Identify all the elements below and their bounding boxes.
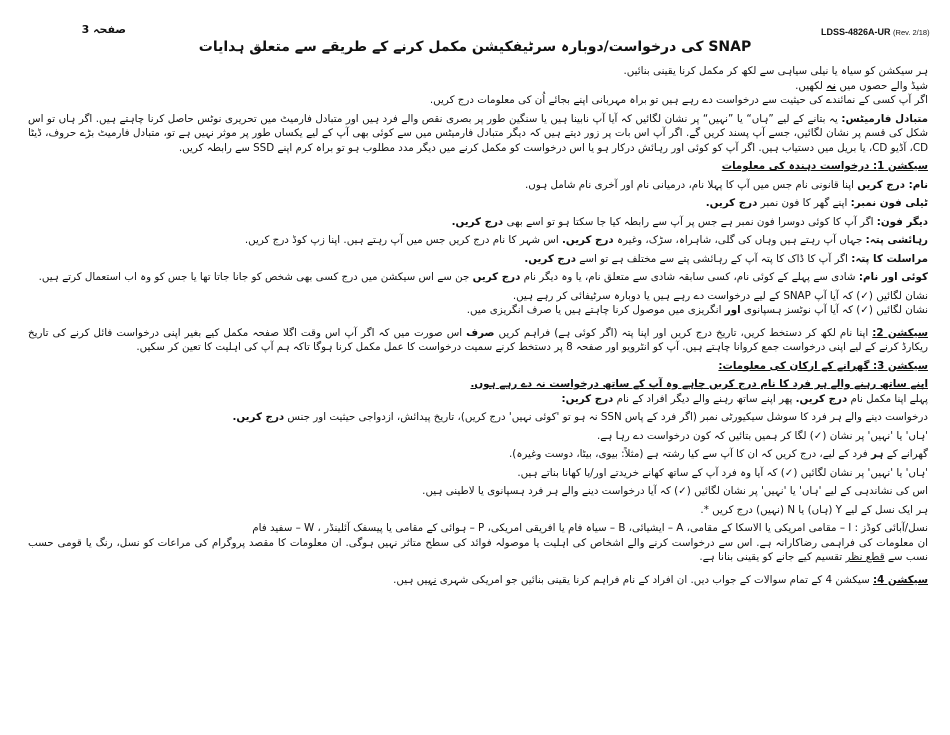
phone-instruction: ٹیلی فون نمبر: اپنے گھر کا فون نمبر درج کریں. bbox=[705, 197, 928, 209]
alt-formats-paragraph: متبادل فارمیٹس: یہ بتانے کے لیے ”ہاں“ یا ”نہیں“ پر نشان لگائیں کہ آیا آپ نابینا ہیں یا سنگین طور پر بصری نقص والے فرد ہیں اور متبادل فارمیٹ میں تحریری نوٹس حاصل کرنا چاہتے ہیں. اگر ہاں تو اس شکل کی قسم پر نشان لگائیں، جسے آپ پسند کریں گے. اگر آپ اس بات پر زور دیتے ہیں کہ دیگر متبادل فارمیٹس میں سے کوئی بھی آپ کے لیے یکساں طور پر موثر نہیں ہے تو، متبادل فارمیٹ بڑے حروف، ڈیٹا CD، آڈیو CD، یا بریل میں دستیاب ہیں. اگر آپ کو کوئی اور رہائش درکار ہو یا اس درخواست کو مکمل کرنے میں دیگر مدد مطلوب ہو تو براہ کرم اپنے SSD سے رابطہ کریں. bbox=[28, 112, 929, 154]
form-revision: (Rev. 2/18) bbox=[893, 28, 930, 37]
other-names-instruction: کوئی اور نام: شادی سے پہلے کے کوئی نام، کسی سابقہ شادی سے متعلق نام، یا وہ دیگر نام درج کریں جن سے اس سیکشن میں درج کسی بھی شخص کو جانا جاتا تھا یا جس کو وہ اب استعمال کرتے ہیں. bbox=[38, 271, 928, 283]
name-instruction: نام: درج کریں اپنا قانونی نام جس میں آپ کا پہلا نام، درمیانی نام اور آخری نام شامل ہوں. bbox=[525, 178, 928, 191]
section3-race-codes: نسل/آبائی کوڈز : I – مقامی امریکی یا الاسکا کے مقامی، A – ایشیائی، B – سیاہ فام یا افریقی امریکی، P – ہوائی کے مقامی یا پیسفک آئلینڈر ، W – سفید فام bbox=[252, 522, 928, 534]
address-instruction: رہائشی پتہ: جہاں آپ رہتے ہیں وہاں کی گلی، شاہراہ، سڑک، وغیرہ درج کریں. اس شہر کا نام درج کریں جس میں آپ رہتے ہیں. اپنا زپ کوڈ درج کریں. bbox=[244, 234, 928, 246]
section3-hispanic: اس کی نشاندہی کے لیے 'ہاں' یا 'نہیں' پر نشان لگائیں (✓) کہ آیا درخواست دینے والے ہر فرد ہسپانوی یا لاطینی ہیں. bbox=[422, 485, 928, 497]
page-number bbox=[82, 22, 126, 38]
other-phone-instruction: دیگر فون: اگر آپ کا کوئی دوسرا فون نمبر ہے جس پر آپ سے رابطہ کیا جا سکتا ہو تو اسے بھی درج کریں. bbox=[451, 215, 928, 228]
page-title: SNAP کی درخواست/دوبارہ سرٹیفکیشن مکمل کرنے کے طریقے سے متعلق ہدایات bbox=[198, 39, 752, 55]
form-id bbox=[821, 26, 930, 39]
section1-heading: سیکشن 1: درخواست دہندہ کی معلومات bbox=[721, 160, 928, 172]
section3-subheading: اپنے ساتھ رہنے والے ہر فرد کا نام درج کریں چاہے وہ آپ کے ساتھ درخواست نہ دے رہے ہوں. bbox=[470, 378, 928, 390]
page-number-value: 3 bbox=[81, 23, 90, 36]
section3-first-name: پہلے اپنا مکمل نام درج کریں. پھر اپنے ساتھ رہنے والے دیگر افراد کے نام درج کریں: bbox=[561, 392, 928, 405]
check-notice-language: نشان لگائیں (✓) کہ آیا آپ نوٹسز ہسپانوی اور انگریزی میں موصول کرنا چاہتے ہیں یا صرف انگریزی میں. bbox=[466, 304, 928, 316]
page-label: صفحہ bbox=[93, 23, 126, 36]
section3-buy-cook: 'ہاں' یا 'نہیں' پر نشان لگائیں (✓) کہ آیا وہ فرد آپ کے ساتھ کھانے خریدتے اور/یا کھانا بناتے ہیں. bbox=[517, 466, 928, 479]
section4-paragraph: سیکشن 4: سیکشن 4 کے تمام سوالات کے جواب دیں. ان افراد کے نام فراہم کرنا یقینی بنائیں جو امریکی شہری نہیں ہیں. bbox=[393, 573, 928, 586]
general-line-1: ہر سیکشن کو سیاہ یا نیلی سیاہی سے لکھ کر مکمل کرنا یقینی بنائیں. bbox=[623, 65, 928, 77]
section2-paragraph: سیکشن 2: اپنا نام لکھ کر دستخط کریں، تاریخ درج کریں اور اپنا پتہ (اگر کوئی ہے) فراہم کریں صرف اس صورت میں کہ اگر آپ اس وقت اگلا صفحہ مکمل کیے بغیر اپنی درخواست فائل کرنے کی تاریخ ریکارڈ کرنے کے لیے اپنی درخواست جمع کروانا چاہتے ہیں. آپ کو انٹرویو اور صفحہ 8 پر دستخط کرنے سمیت درخواست کا عمل مکمل کرنا ہوگا تاکہ ہم آپ کی اہلیت کا تعین کر سکیں. bbox=[28, 326, 928, 353]
instructions-body bbox=[28, 64, 928, 587]
mailing-instruction: مراسلت کا پتہ: اگر آپ کا ڈاک کا پتہ آپ کے رہائشی پتے سے مختلف ہے تو اسے درج کریں. bbox=[524, 252, 928, 265]
section3-ssn: درخواست دینے والے ہر فرد کا سوشل سیکیورٹی نمبر (اگر فرد کے پاس SSN نہ ہو تو 'کوئی نہیں' درج کریں)، تاریخ پیدائش، ازدواجی حیثیت اور جنس درج کریں. bbox=[232, 411, 928, 423]
section3-race-note: ان معلومات کی فراہمی رضاکارانہ ہے. اس سے درخواست کرنے والے اشخاص کی اہلیت یا موصولہ فوائد کی سطح متاثر نہیں ہوگی. ان معلومات کا مقصد پروگرام کی مراعات کو نسل، رنگ یا قومی حسب نسب سے قطع نظر تقسیم کیے جانے کو یقینی بنانا ہے. bbox=[28, 536, 928, 563]
section3-yes-no: 'ہاں' یا 'نہیں' پر نشان (✓) لگا کر ہمیں بتائیں کہ کون درخواست دے رہا ہے. bbox=[596, 429, 928, 442]
section3-race-each: ہر ایک نسل کے لیے Y (ہاں) یا N (نہیں) درج کریں *. bbox=[700, 503, 928, 516]
general-line-2: شیڈ والے حصوں میں نہ لکھیں. bbox=[795, 79, 928, 92]
general-line-3: اگر آپ کسی کے نمائندے کی حیثیت سے درخواست دے رہے ہیں تو براہ مہربانی اپنے بجائے اُن کی معلومات درج کریں. bbox=[429, 94, 928, 106]
check-apply-recertify: نشان لگائیں (✓) کہ آیا آپ SNAP کے لیے درخواست دے رہے ہیں یا دوبارہ سرٹیفائی کر رہے ہیں. bbox=[512, 289, 928, 302]
section3-relationship: گھرانے کے ہر فرد کے لیے، درج کریں کہ ان کا آپ سے کیا رشتہ ہے (مثلاً: بیوی، بیٹا، دوست وغیرہ). bbox=[509, 448, 928, 460]
form-number: LDSS-4826A-UR bbox=[821, 27, 891, 37]
section3-heading: سیکشن 3: گھرانے کے ارکان کی معلومات: bbox=[718, 359, 928, 372]
